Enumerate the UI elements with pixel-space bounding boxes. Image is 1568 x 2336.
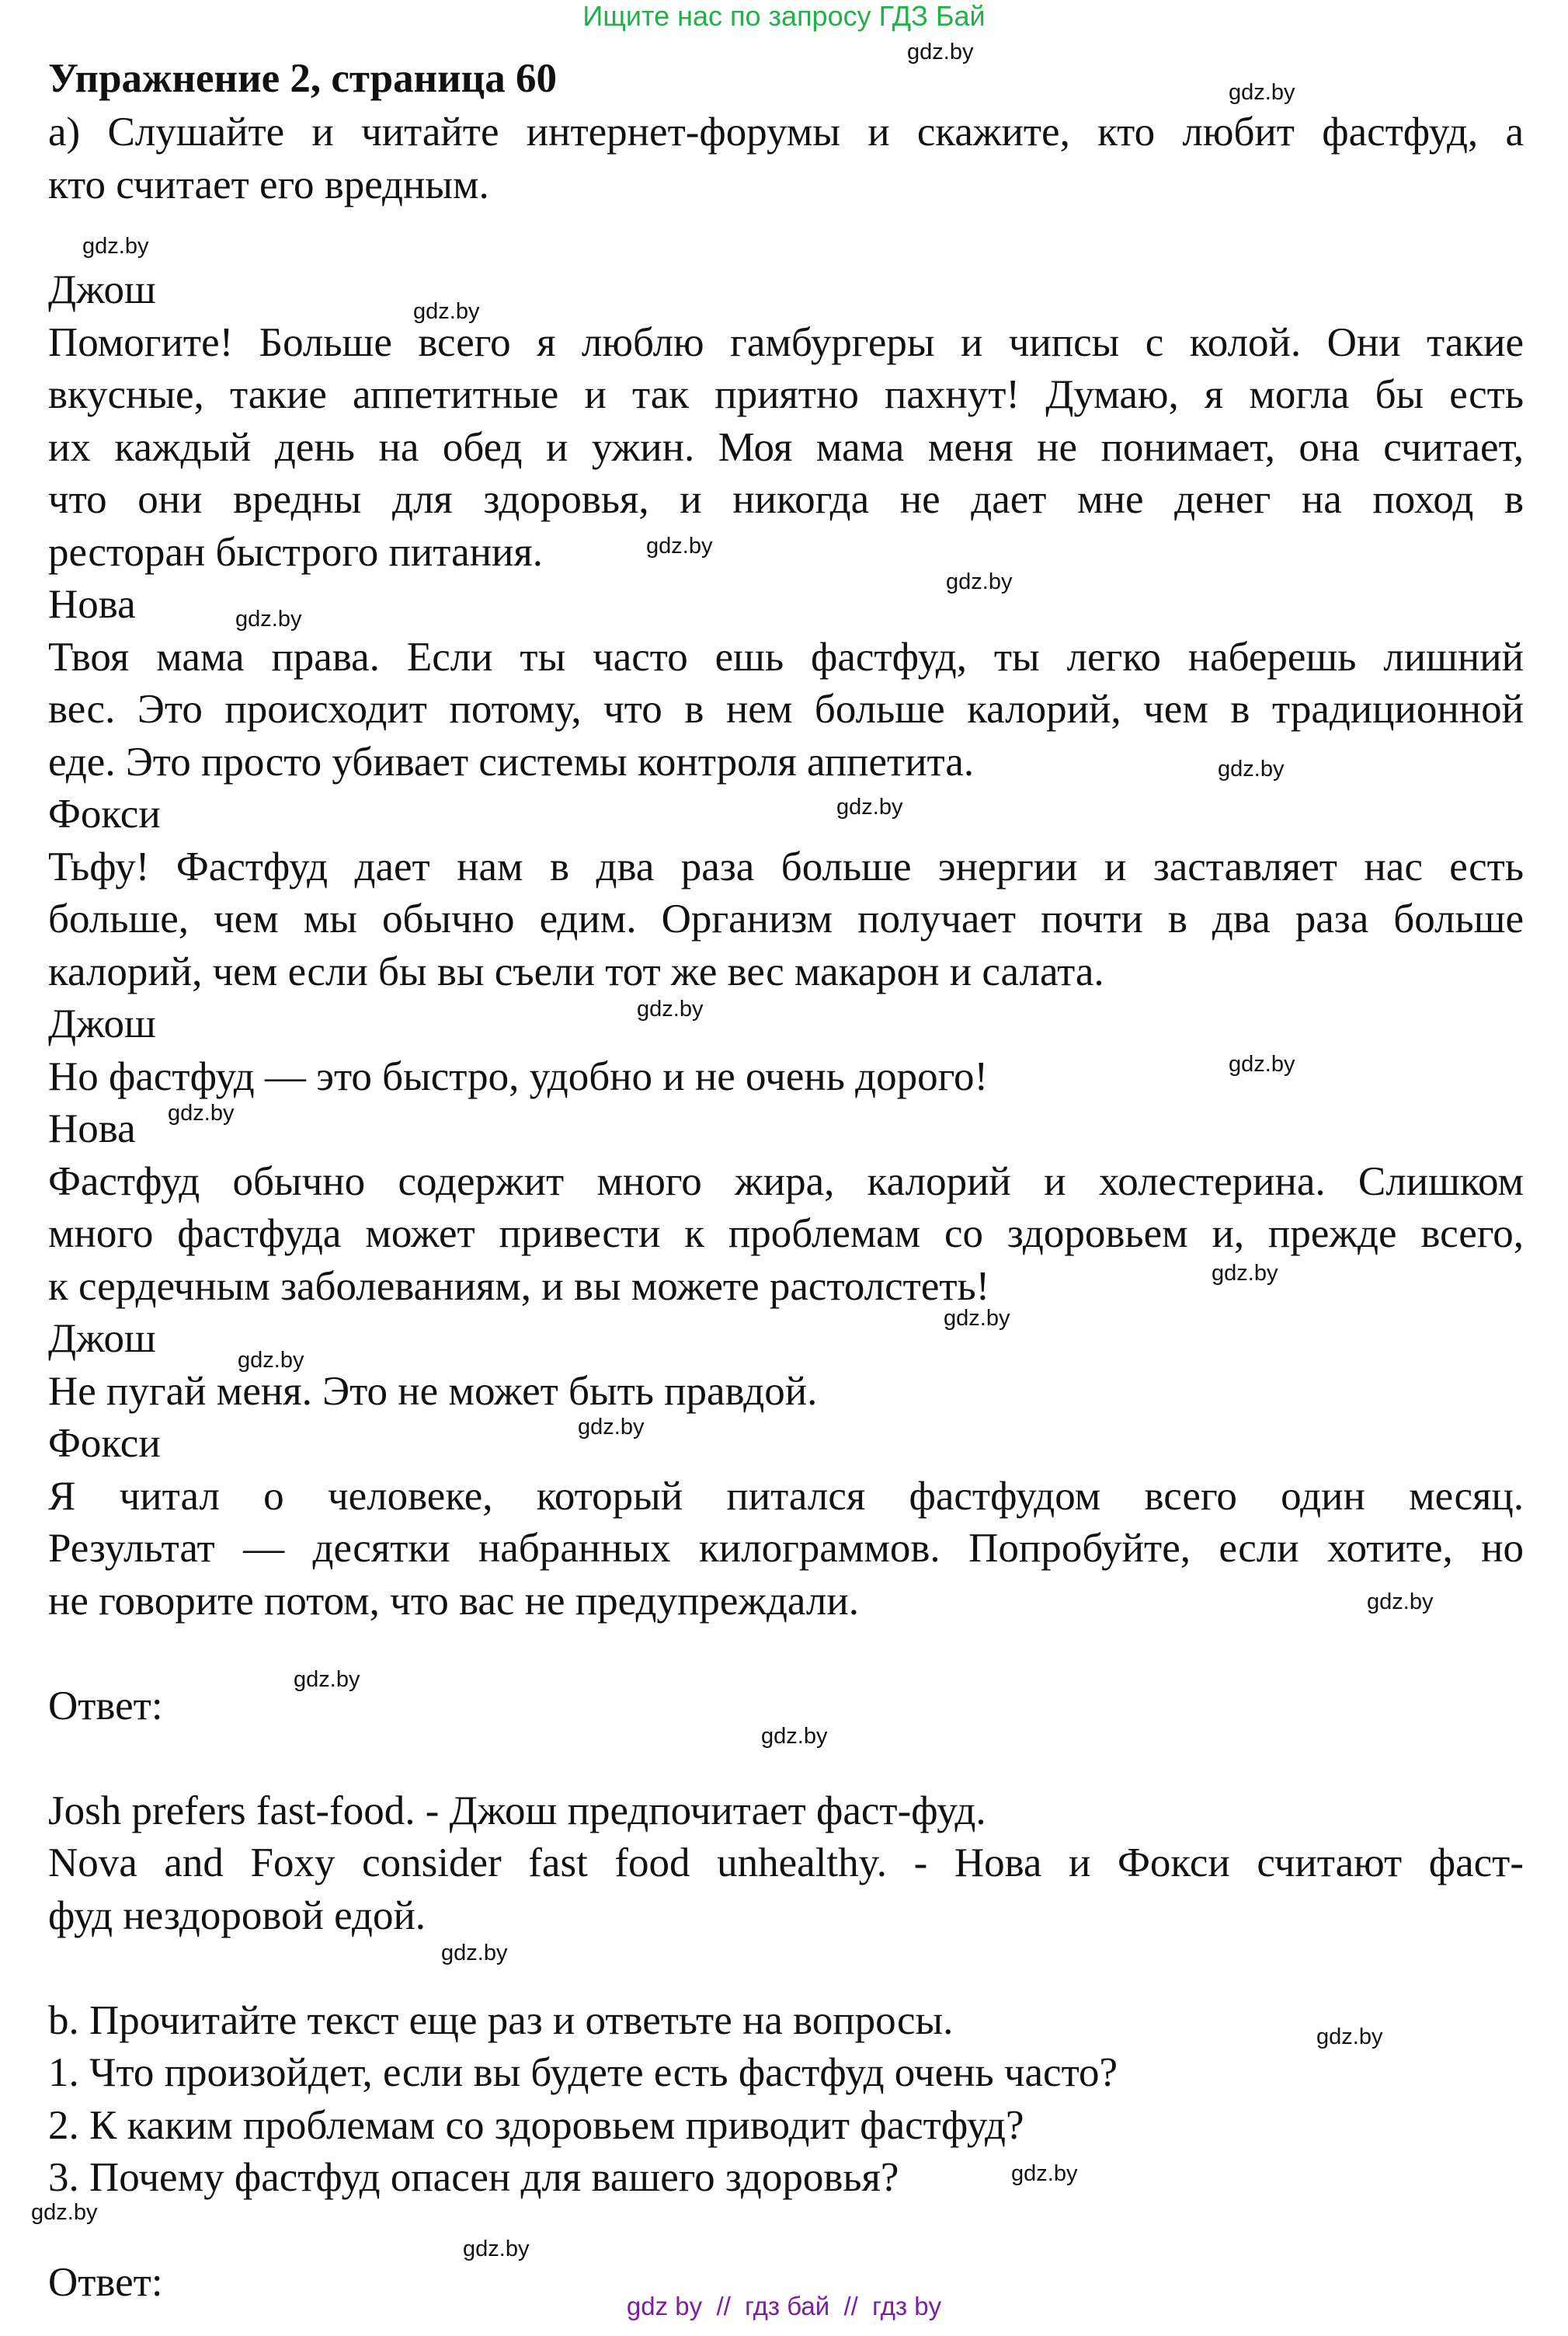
watermark: gdz.by [82,234,149,259]
footer-links[interactable]: gdz by // гдз бай // гдз by [626,2292,942,2320]
answer-line: фуд нездоровой едой. [48,1893,426,1938]
watermark: gdz.by [413,299,480,324]
post-line: Я читал о человеке, который питался фастфудом всего один месяц. [48,1474,1524,1519]
post-line: ресторан быстрого питания. [48,530,543,575]
watermark: gdz.by [836,795,903,820]
speaker-name: Нова [48,1106,136,1151]
watermark: gdz.by [944,1306,1010,1331]
watermark: gdz.by [946,569,1013,594]
watermark: gdz.by [463,2237,530,2261]
top-banner[interactable]: Ищите нас по запросу ГДЗ Бай [582,0,986,32]
task-b-question: 3. Почему фастфуд опасен для вашего здоровья? [48,2155,899,2200]
watermark: gdz.by [1367,1589,1434,1614]
answer-line: Nova and Foxy consider fast food unhealthy. - Нова и Фокси считают фаст- [48,1840,1524,1885]
post-line: Не пугай меня. Это не может быть правдой. [48,1369,818,1414]
task-a-line: кто считает его вредным. [48,162,489,207]
watermark: gdz.by [761,1724,828,1749]
post-line: Результат — десятки набранных килограммов. Попробуйте, если хотите, но [48,1526,1524,1571]
post-line: их каждый день на обед и ужин. Моя мама меня не понимает, она считает, [48,425,1524,470]
speaker-name: Фокси [48,1421,161,1466]
watermark: gdz.by [31,2200,98,2225]
watermark: gdz.by [1229,1052,1295,1077]
watermark: gdz.by [907,40,974,64]
watermark: gdz.by [1011,2161,1078,2186]
post-line: много фастфуда может привести к проблемам со здоровьем и, прежде всего, [48,1211,1524,1256]
post-line: что они вредны для здоровья, и никогда не дает мне денег на поход в [48,477,1524,522]
watermark: gdz.by [168,1101,235,1126]
post-line: калорий, чем если бы вы съели тот же вес макарон и салата. [48,949,1104,994]
watermark: gdz.by [1316,2024,1383,2049]
post-line: к сердечным заболеваниям, и вы можете растолстеть! [48,1264,990,1309]
watermark: gdz.by [637,997,704,1022]
post-line: Помогите! Больше всего я люблю гамбургеры и чипсы с колой. Они такие [48,320,1524,365]
speaker-name: Джош [48,1001,156,1046]
speaker-name: Джош [48,267,156,312]
task-b-question: 1. Что произойдет, если вы будете есть фастфуд очень часто? [48,2050,1118,2095]
watermark: gdz.by [235,607,302,632]
answer-line: Josh prefers fast-food. - Джош предпочитает фаст-фуд. [48,1788,986,1833]
watermark: gdz.by [1229,80,1295,105]
watermark: gdz.by [294,1667,360,1692]
post-line: Твоя мама права. Если ты часто ешь фастфуд, ты легко наберешь лишний [48,635,1524,680]
task-a-line: а) Слушайте и читайте интернет-форумы и скажите, кто любит фастфуд, а [48,110,1524,155]
post-line: вес. Это происходит потому, что в нем больше калорий, чем в традиционной [48,687,1524,732]
watermark: gdz.by [1218,757,1285,782]
post-line: вкусные, такие аппетитные и так приятно пахнут! Думаю, я могла бы есть [48,372,1524,417]
watermark: gdz.by [578,1415,645,1440]
answer-label: Ответ: [48,2260,163,2305]
post-line: не говорите потом, что вас не предупреждали. [48,1579,859,1624]
speaker-name: Фокси [48,792,161,837]
answer-label: Ответ: [48,1683,163,1729]
post-line: еде. Это просто убивает системы контроля аппетита. [48,740,975,785]
watermark: gdz.by [238,1348,304,1373]
post-line: Но фастфуд — это быстро, удобно и не очень дорого! [48,1054,989,1099]
speaker-name: Нова [48,582,136,627]
post-line: Тьфу! Фастфуд дает нам в два раза больше энергии и заставляет нас есть [48,844,1524,889]
post-line: Фастфуд обычно содержит много жира, калорий и холестерина. Слишком [48,1159,1524,1204]
watermark: gdz.by [1212,1261,1278,1286]
watermark: gdz.by [646,534,713,559]
watermark: gdz.by [441,1941,508,1965]
speaker-name: Джош [48,1316,156,1361]
task-b-line: b. Прочитайте текст еще раз и ответьте на вопросы. [48,1998,954,2043]
post-line: больше, чем мы обычно едим. Организм получает почти в два раза больше [48,896,1524,942]
exercise-title: Упражнение 2, страница 60 [48,56,557,101]
task-b-question: 2. К каким проблемам со здоровьем приводит фастфуд? [48,2103,1024,2148]
